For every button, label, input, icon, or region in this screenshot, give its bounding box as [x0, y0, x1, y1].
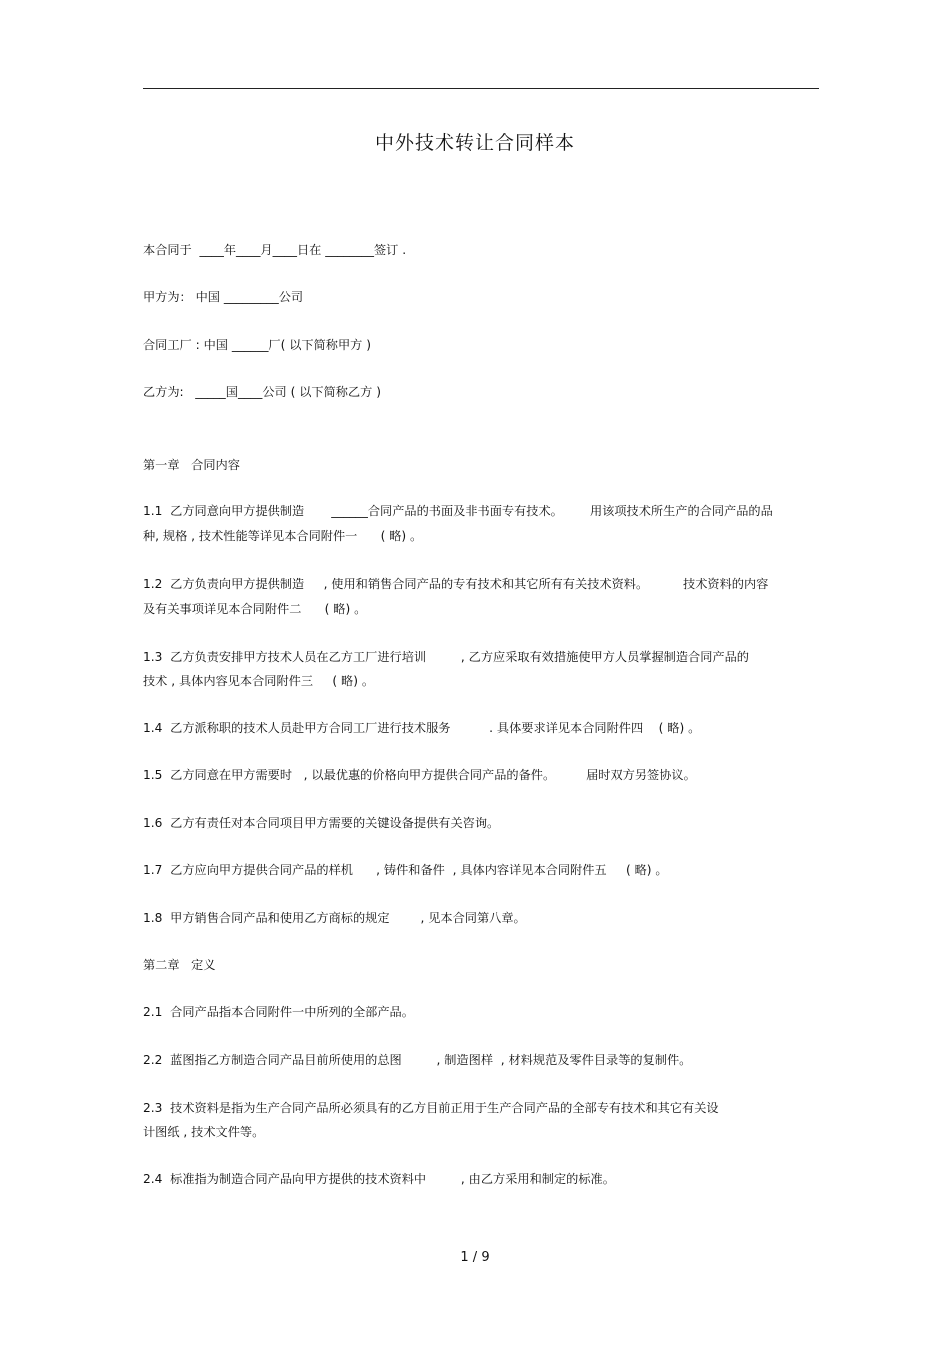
clause-1-4: 1.4 乙方派称职的技术人员赴甲方合同工厂进行技术服务 . 具体要求详见本合同附件四 ( 略) 。: [143, 721, 701, 735]
clause-1-3-line-1: 1.3 乙方负责安排甲方技术人员在乙方工厂进行培训 , 乙方应采取有效措施使甲方人员掌握制造合同产品的: [143, 650, 749, 664]
clause-1-1-line-1: 1.1 乙方同意向甲方提供制造 ______合同产品的书面及非书面专有技术。 用该项技术所生产的合同产品的品: [143, 504, 773, 518]
clause-2-4: 2.4 标准指为制造合同产品向甲方提供的技术资料中 , 由乙方采用和制定的标准。: [143, 1172, 615, 1186]
header-rule: [143, 88, 819, 89]
clause-1-5: 1.5 乙方同意在甲方需要时 , 以最优惠的价格向甲方提供合同产品的备件。 届时双方另签协议。: [143, 768, 696, 782]
chapter-2-heading: 第二章 定义: [143, 958, 216, 972]
party-a-line: 甲方为： 中国 _________公司: [143, 290, 304, 304]
clause-2-3-line-1: 2.3 技术资料是指为生产合同产品所必须具有的乙方目前正用于生产合同产品的全部专有技术和其它有关设: [143, 1101, 719, 1115]
clause-1-2-line-2: 及有关事项详见本合同附件二 ( 略) 。: [143, 602, 367, 616]
clause-1-6: 1.6 乙方有责任对本合同项目甲方需要的关键设备提供有关咨询。: [143, 816, 500, 830]
page-number: 1 / 9: [460, 1250, 490, 1265]
clause-1-2-line-1: 1.2 乙方负责向甲方提供制造 , 使用和销售合同产品的专有技术和其它所有有关技术资料。 技术资料的内容: [143, 577, 769, 591]
chapter-1-heading: 第一章 合同内容: [143, 458, 240, 472]
clause-2-2: 2.2 蓝图指乙方制造合同产品目前所使用的总图 , 制造图样 , 材料规范及零件目录等的复制件。: [143, 1053, 692, 1067]
clause-2-3-line-2: 计图纸 , 技术文件等。: [143, 1125, 265, 1139]
document-title: 中外技术转让合同样本: [374, 132, 575, 154]
clause-1-1-line-2: 种, 规格 , 技术性能等详见本合同附件一 ( 略) 。: [143, 529, 423, 543]
contract-factory-line: 合同工厂 : 中国 ______厂( 以下简称甲方 ): [143, 338, 371, 352]
clause-2-1: 2.1 合同产品指本合同附件一中所列的全部产品。: [143, 1005, 414, 1019]
clause-1-7: 1.7 乙方应向甲方提供合同产品的样机 , 铸件和备件 , 具体内容详见本合同附件五 ( 略) 。: [143, 863, 668, 877]
party-b-line: 乙方为: _____国____公司 ( 以下简称乙方 ): [143, 385, 381, 399]
contract-date-line: 本合同于 ____年____月____日在 ________签订 .: [143, 243, 407, 257]
clause-1-3-line-2: 技术 , 具体内容见本合同附件三 ( 略) 。: [143, 674, 375, 688]
clause-1-8: 1.8 甲方销售合同产品和使用乙方商标的规定 , 见本合同第八章。: [143, 911, 526, 925]
